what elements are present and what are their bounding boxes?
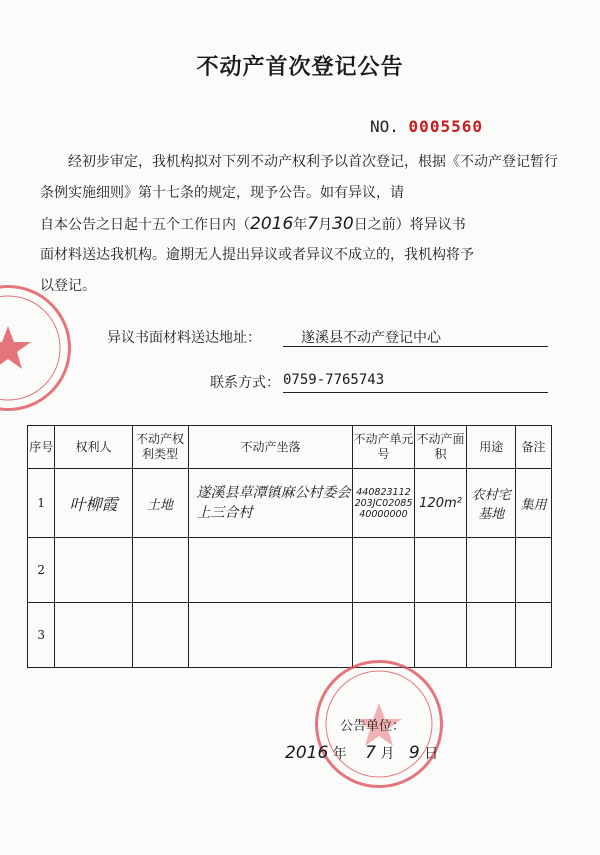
deadline-year-suffix: 年 — [293, 217, 308, 233]
issue-year: 2016 — [285, 743, 329, 763]
cell-usage — [467, 538, 516, 603]
cell-index: 1 — [28, 469, 55, 538]
cell-unit-no — [353, 538, 414, 603]
phone-value: 0759-7765743 — [283, 372, 548, 393]
cell-area — [414, 538, 467, 603]
notice-number-label: NO. — [370, 117, 399, 136]
notice-number-value: 0005560 — [408, 117, 483, 136]
issue-month: 7 — [365, 743, 376, 763]
header-remark: 备注 — [516, 426, 552, 469]
address-label: 异议书面材料送达地址： — [107, 330, 261, 346]
cell-holder: 叶柳霞 — [55, 469, 132, 538]
cell-holder — [55, 603, 132, 668]
body-line-1: 经初步审定，我机构拟对下列不动产权利予以首次登记，根据《不 — [68, 154, 474, 170]
table-row — [28, 538, 552, 603]
cell-usage: 农村宅基地 — [467, 469, 516, 538]
cell-remark — [516, 603, 552, 668]
cell-remark — [516, 538, 552, 603]
cell-unit-no: 440823112203JC0208540000000 — [353, 469, 414, 538]
table-row — [28, 603, 552, 668]
header-usage: 用途 — [467, 426, 516, 469]
cell-usage — [467, 603, 516, 668]
cell-index: 2 — [28, 538, 55, 603]
body-paragraph — [40, 147, 560, 209]
cell-remark: 集用 — [516, 469, 552, 538]
cell-location: 遂溪县草潭镇麻公村委会上三合村 — [188, 469, 353, 538]
cell-location — [188, 603, 353, 668]
cell-right-type — [132, 538, 188, 603]
registration-table — [27, 425, 552, 668]
header-index: 序号 — [28, 426, 55, 469]
table-header-row — [28, 426, 552, 469]
deadline-month-suffix: 月 — [318, 217, 333, 233]
body-line-3-prefix: 自本公告之日起十五个工作日内（ — [40, 217, 250, 233]
issue-month-suffix: 月 — [380, 746, 395, 762]
header-location: 不动产坐落 — [188, 426, 353, 469]
page-title: 不动产首次登记公告 — [196, 55, 404, 80]
header-area: 不动产面 积 — [414, 426, 467, 469]
notice-number — [370, 117, 483, 136]
issuing-unit-label: 公告单位： — [340, 719, 406, 734]
header-holder: 权利人 — [55, 426, 132, 469]
body-line-5: 以登记。 — [40, 278, 96, 294]
body-line-2: 动产登记暂行条例实施细则》第十七条的规定，现予公告。如有异议，请 — [40, 154, 558, 201]
body-line-4: 面材料送达我机构。逾期无人提出异议或者异议不成立的，我机构将予 — [40, 247, 474, 263]
issue-date — [285, 743, 438, 763]
cell-right-type — [132, 603, 188, 668]
body-line-3-suffix: 日之前）将异议书 — [353, 217, 466, 233]
cell-location — [188, 538, 353, 603]
seal-star-icon — [0, 288, 68, 408]
cell-unit-no — [353, 603, 414, 668]
table-row — [28, 469, 552, 538]
official-seal-left — [0, 285, 71, 411]
body-line-3 — [40, 209, 560, 241]
deadline-year: 2016 — [250, 214, 294, 234]
phone-label: 联系方式： — [210, 375, 280, 391]
header-unit-no: 不动产单元号 — [353, 426, 414, 469]
issue-day-suffix: 日 — [424, 746, 439, 762]
address-value: 遂溪县不动产登记中心 — [283, 327, 548, 347]
issue-day: 9 — [408, 743, 420, 763]
cell-right-type: 土地 — [132, 469, 188, 538]
deadline-day: 30 — [332, 214, 354, 234]
cell-holder — [55, 538, 132, 603]
header-right-type: 不动产权利类型 — [132, 426, 188, 469]
cell-area — [414, 603, 467, 668]
deadline-month: 7 — [307, 214, 319, 234]
cell-area: 120m² — [414, 469, 467, 538]
issue-year-suffix: 年 — [332, 746, 347, 762]
cell-index: 3 — [28, 603, 55, 668]
